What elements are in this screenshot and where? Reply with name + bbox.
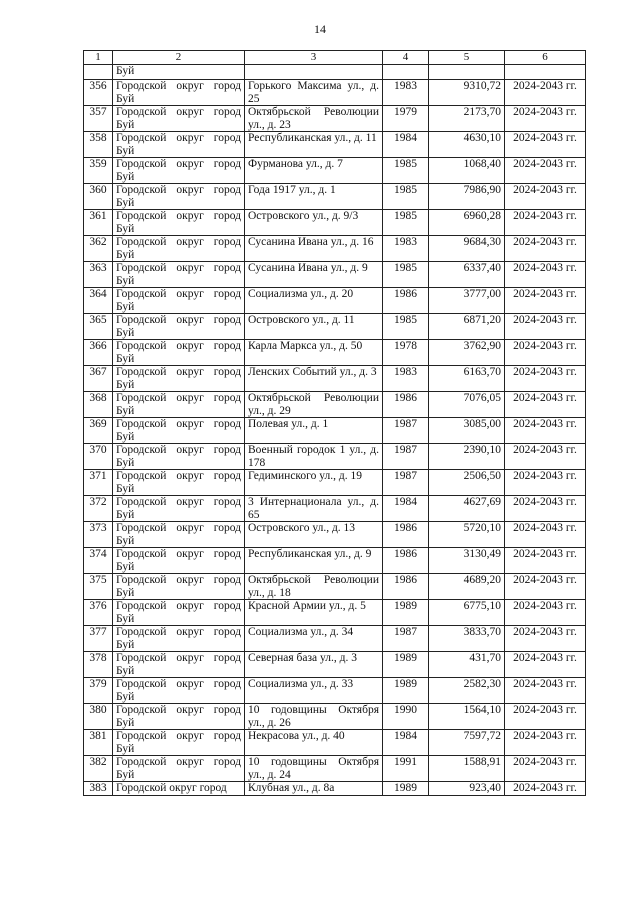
cell-address: Года 1917 ул., д. 1 [245,184,383,210]
cell-address: Карла Маркса ул., д. 50 [245,340,383,366]
cell-num: 383 [84,782,113,796]
cell-period: 2024-2043 гг. [505,340,586,366]
cell-period: 2024-2043 гг. [505,106,586,132]
cell-municipality: Городской округ город Буй [113,184,245,210]
cell-area: 4689,20 [429,574,505,600]
cell-num: 378 [84,652,113,678]
cell-area: 9684,30 [429,236,505,262]
table-row [84,626,586,652]
cell-address: Республиканская ул., д. 9 [245,548,383,574]
table-row [84,730,586,756]
cell-num: 372 [84,496,113,522]
cell-address: Ленских Событий ул., д. 3 [245,366,383,392]
table-row [84,132,586,158]
cell-num [84,65,113,80]
column-header-3: 3 [245,51,383,65]
cell-num: 367 [84,366,113,392]
cell-year: 1983 [383,80,429,106]
cell-year: 1985 [383,184,429,210]
table-row [84,80,586,106]
table-row [84,366,586,392]
cell-area: 6960,28 [429,210,505,236]
cell-year: 1978 [383,340,429,366]
cell-period: 2024-2043 гг. [505,158,586,184]
cell-period: 2024-2043 гг. [505,236,586,262]
cell-num: 365 [84,314,113,340]
cell-year: 1985 [383,158,429,184]
cell-address: Сусанина Ивана ул., д. 9 [245,262,383,288]
cell-area: 3833,70 [429,626,505,652]
cell-municipality: Городской округ город Буй [113,80,245,106]
cell-municipality: Городской округ город Буй [113,548,245,574]
cell-area [429,65,505,80]
table-row [84,340,586,366]
cell-num: 381 [84,730,113,756]
cell-area: 7076,05 [429,392,505,418]
cell-area: 2582,30 [429,678,505,704]
cell-municipality: Городской округ город Буй [113,236,245,262]
cell-period: 2024-2043 гг. [505,730,586,756]
cell-year: 1983 [383,366,429,392]
cell-area: 3762,90 [429,340,505,366]
cell-area: 6337,40 [429,262,505,288]
cell-year: 1984 [383,496,429,522]
cell-period: 2024-2043 гг. [505,288,586,314]
cell-year: 1984 [383,730,429,756]
cell-period: 2024-2043 гг. [505,210,586,236]
table-row [84,574,586,600]
cell-area: 923,40 [429,782,505,796]
cell-period: 2024-2043 гг. [505,548,586,574]
cell-year: 1987 [383,444,429,470]
cell-num: 361 [84,210,113,236]
cell-period: 2024-2043 гг. [505,574,586,600]
cell-address: Красной Армии ул., д. 5 [245,600,383,626]
cell-address [245,65,383,80]
cell-address: Октябрьской Революции ул., д. 18 [245,574,383,600]
cell-year: 1983 [383,236,429,262]
cell-num: 382 [84,756,113,782]
cell-num: 380 [84,704,113,730]
table-row [84,210,586,236]
table-row [84,444,586,470]
table-row [84,704,586,730]
table-row [84,470,586,496]
cell-address: Островского ул., д. 11 [245,314,383,340]
cell-num: 379 [84,678,113,704]
column-header-2: 2 [113,51,245,65]
cell-year: 1989 [383,652,429,678]
column-header-6: 6 [505,51,586,65]
cell-num: 376 [84,600,113,626]
cell-address: Социализма ул., д. 33 [245,678,383,704]
cell-area: 7986,90 [429,184,505,210]
cell-year: 1986 [383,288,429,314]
housing-registry-table [83,50,586,796]
cell-period: 2024-2043 гг. [505,80,586,106]
table-row [84,756,586,782]
table-row [84,418,586,444]
cell-municipality: Городской округ город Буй [113,158,245,184]
cell-address: Островского ул., д. 9/3 [245,210,383,236]
cell-num: 371 [84,470,113,496]
cell-period: 2024-2043 гг. [505,470,586,496]
cell-period: 2024-2043 гг. [505,704,586,730]
cell-municipality: Городской округ город Буй [113,366,245,392]
cell-year: 1990 [383,704,429,730]
cell-area: 1564,10 [429,704,505,730]
cell-period [505,65,586,80]
cell-period: 2024-2043 гг. [505,626,586,652]
cell-municipality: Городской округ город [113,782,245,796]
cell-year: 1985 [383,210,429,236]
cell-municipality: Городской округ город Буй [113,574,245,600]
cell-num: 363 [84,262,113,288]
cell-municipality: Буй [113,65,245,80]
table-row [84,288,586,314]
cell-address: Гедиминского ул., д. 19 [245,470,383,496]
cell-year: 1987 [383,626,429,652]
cell-year: 1989 [383,678,429,704]
cell-municipality: Городской округ город Буй [113,756,245,782]
cell-address: Горького Максима ул., д. 25 [245,80,383,106]
cell-municipality: Городской округ город Буй [113,210,245,236]
table-row [84,652,586,678]
cell-municipality: Городской округ город Буй [113,470,245,496]
cell-period: 2024-2043 гг. [505,418,586,444]
cell-municipality: Городской округ город Буй [113,522,245,548]
cell-period: 2024-2043 гг. [505,756,586,782]
table-row [84,600,586,626]
cell-address: Фурманова ул., д. 7 [245,158,383,184]
cell-municipality: Городской округ город Буй [113,418,245,444]
cell-municipality: Городской округ город Буй [113,496,245,522]
cell-municipality: Городской округ город Буй [113,314,245,340]
cell-area: 431,70 [429,652,505,678]
cell-year: 1984 [383,132,429,158]
cell-period: 2024-2043 гг. [505,262,586,288]
cell-year: 1986 [383,548,429,574]
cell-period: 2024-2043 гг. [505,678,586,704]
cell-period: 2024-2043 гг. [505,132,586,158]
cell-municipality: Городской округ город Буй [113,106,245,132]
cell-address: Социализма ул., д. 34 [245,626,383,652]
cell-area: 3777,00 [429,288,505,314]
cell-year: 1986 [383,392,429,418]
cell-municipality: Городской округ город Буй [113,730,245,756]
cell-municipality: Городской округ город Буй [113,340,245,366]
cell-num: 368 [84,392,113,418]
cell-year: 1987 [383,418,429,444]
cell-num: 374 [84,548,113,574]
cell-period: 2024-2043 гг. [505,392,586,418]
cell-num: 362 [84,236,113,262]
table-row [84,184,586,210]
cell-num: 360 [84,184,113,210]
cell-municipality: Городской округ город Буй [113,652,245,678]
cell-year: 1987 [383,470,429,496]
cell-address: Октябрьской Революции ул., д. 29 [245,392,383,418]
cell-year: 1989 [383,782,429,796]
cell-area: 7597,72 [429,730,505,756]
cell-municipality: Городской округ город Буй [113,600,245,626]
cell-municipality: Городской округ город Буй [113,262,245,288]
column-header-1: 1 [84,51,113,65]
table-row [84,262,586,288]
table-row [84,548,586,574]
column-header-4: 4 [383,51,429,65]
cell-address: Социализма ул., д. 20 [245,288,383,314]
cell-area: 1068,40 [429,158,505,184]
table-row [84,782,586,796]
table-row [84,314,586,340]
cell-area: 5720,10 [429,522,505,548]
cell-address: Клубная ул., д. 8а [245,782,383,796]
cell-num: 375 [84,574,113,600]
cell-area: 4630,10 [429,132,505,158]
cell-num: 366 [84,340,113,366]
cell-year: 1979 [383,106,429,132]
cell-year: 1986 [383,522,429,548]
cell-area: 1588,91 [429,756,505,782]
column-header-5: 5 [429,51,505,65]
cell-num: 373 [84,522,113,548]
table-row [84,678,586,704]
cell-year: 1986 [383,574,429,600]
cell-municipality: Городской округ город Буй [113,678,245,704]
cell-area: 3085,00 [429,418,505,444]
cell-address: Северная база ул., д. 3 [245,652,383,678]
cell-num: 364 [84,288,113,314]
cell-year [383,65,429,80]
table-row [84,496,586,522]
cell-area: 2173,70 [429,106,505,132]
cell-year: 1989 [383,600,429,626]
table-row [84,522,586,548]
cell-address: 10 годовщины Октября ул., д. 24 [245,756,383,782]
cell-period: 2024-2043 гг. [505,444,586,470]
cell-period: 2024-2043 гг. [505,522,586,548]
cell-area: 2506,50 [429,470,505,496]
cell-address: Некрасова ул., д. 40 [245,730,383,756]
table-row [84,158,586,184]
cell-address: Республиканская ул., д. 11 [245,132,383,158]
cell-municipality: Городской округ город Буй [113,626,245,652]
cell-num: 358 [84,132,113,158]
continuation-row [84,65,586,80]
cell-num: 356 [84,80,113,106]
cell-period: 2024-2043 гг. [505,782,586,796]
cell-area: 6163,70 [429,366,505,392]
cell-address: Сусанина Ивана ул., д. 16 [245,236,383,262]
cell-municipality: Городской округ город Буй [113,288,245,314]
cell-address: Островского ул., д. 13 [245,522,383,548]
cell-period: 2024-2043 гг. [505,366,586,392]
cell-period: 2024-2043 гг. [505,600,586,626]
cell-period: 2024-2043 гг. [505,314,586,340]
cell-num: 370 [84,444,113,470]
cell-num: 369 [84,418,113,444]
cell-address: Октябрьской Революции ул., д. 23 [245,106,383,132]
cell-area: 4627,69 [429,496,505,522]
cell-area: 2390,10 [429,444,505,470]
cell-period: 2024-2043 гг. [505,652,586,678]
cell-period: 2024-2043 гг. [505,496,586,522]
cell-year: 1985 [383,262,429,288]
cell-address: Военный городок 1 ул., д. 178 [245,444,383,470]
cell-area: 3130,49 [429,548,505,574]
cell-municipality: Городской округ город Буй [113,704,245,730]
cell-municipality: Городской округ город Буй [113,392,245,418]
column-number-header-row [84,51,586,65]
cell-area: 6775,10 [429,600,505,626]
cell-year: 1991 [383,756,429,782]
cell-num: 377 [84,626,113,652]
cell-area: 9310,72 [429,80,505,106]
table-row [84,392,586,418]
cell-period: 2024-2043 гг. [505,184,586,210]
cell-address: 10 годовщины Октября ул., д. 26 [245,704,383,730]
table-row [84,106,586,132]
table-row [84,236,586,262]
cell-municipality: Городской округ город Буй [113,444,245,470]
cell-area: 6871,20 [429,314,505,340]
cell-address: Полевая ул., д. 1 [245,418,383,444]
cell-num: 357 [84,106,113,132]
page-number: 14 [314,22,326,36]
cell-address: 3 Интернационала ул., д. 65 [245,496,383,522]
cell-municipality: Городской округ город Буй [113,132,245,158]
cell-num: 359 [84,158,113,184]
cell-year: 1985 [383,314,429,340]
